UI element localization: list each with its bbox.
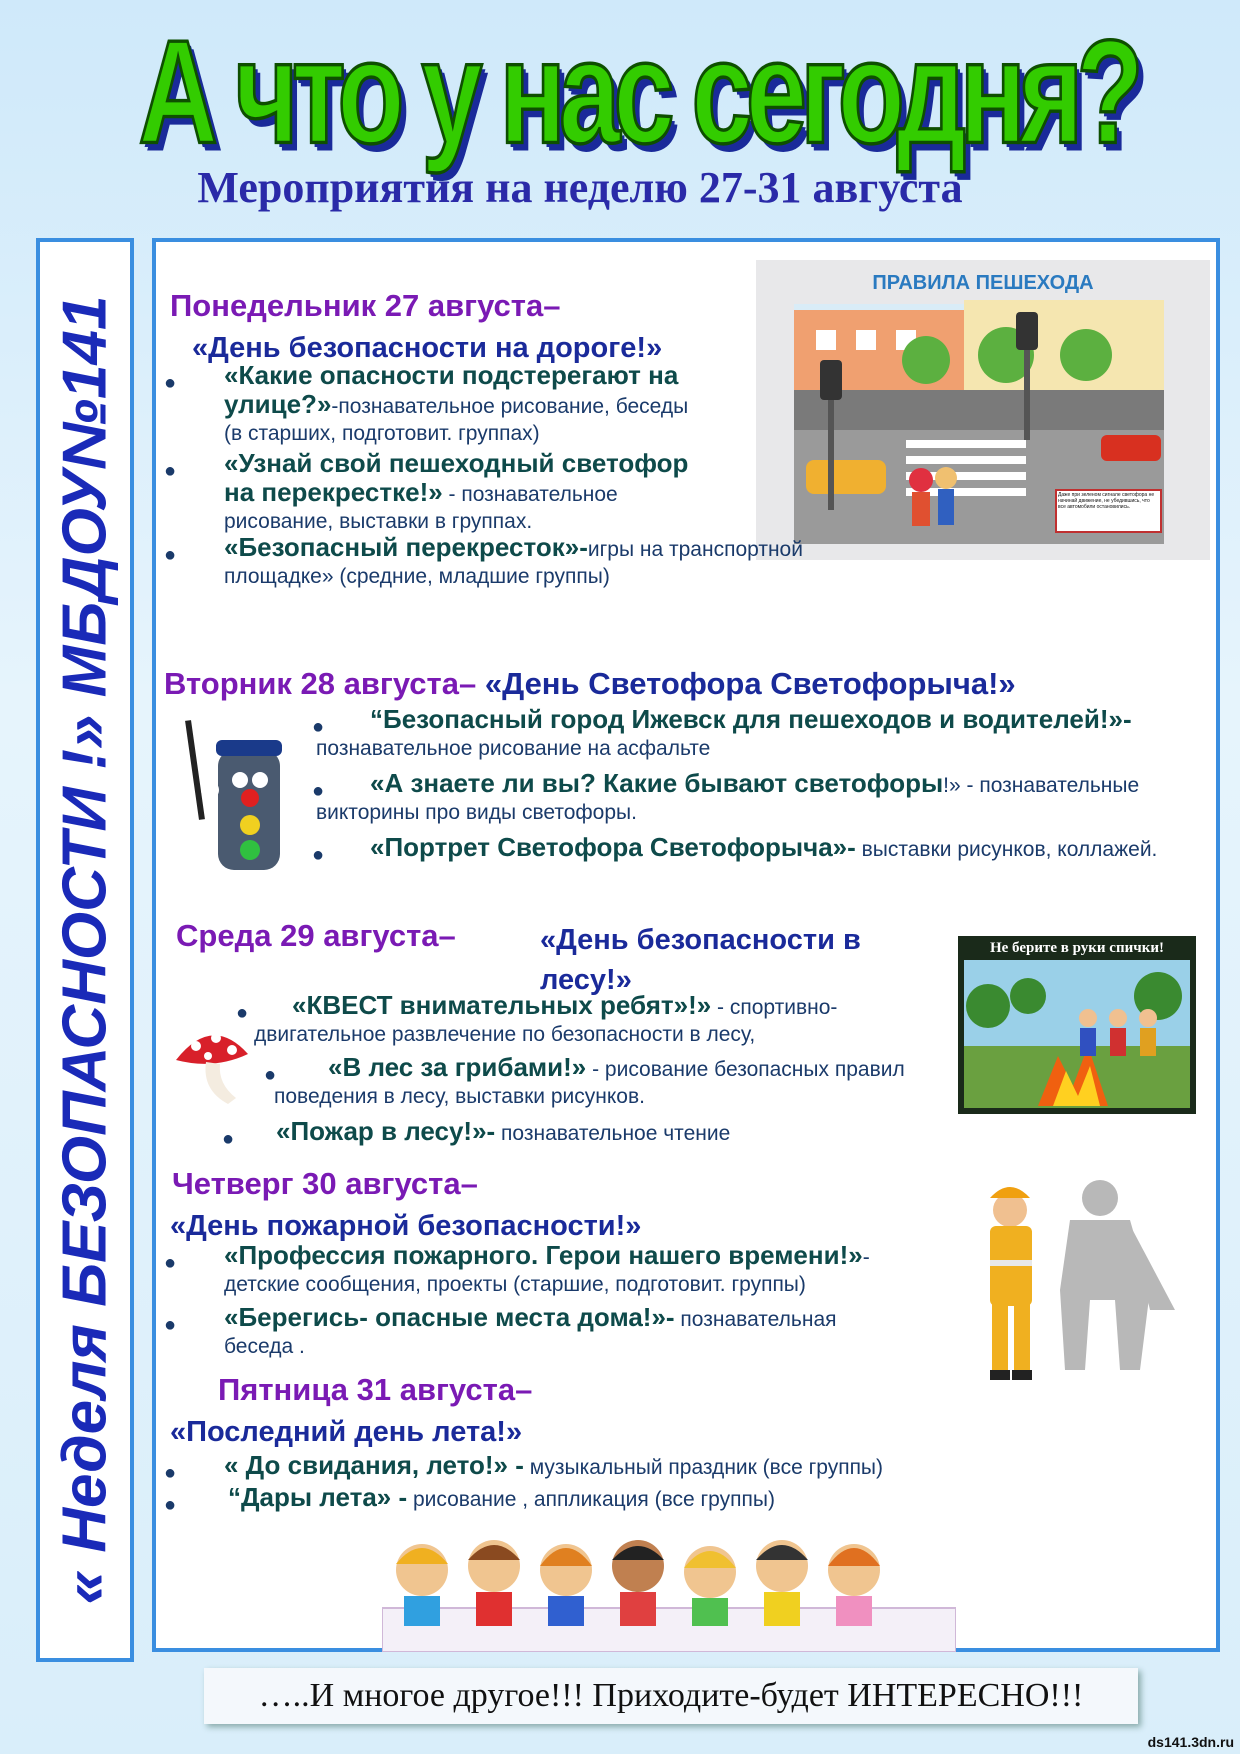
pedestrian-poster-title: ПРАВИЛА ПЕШЕХОДА: [872, 272, 1094, 294]
list-item: «А знаете ли вы? Какие бывают светофоры!» - познавательные викторины про виды светофоры.: [316, 768, 1140, 824]
bullet-tue-2: ●: [312, 780, 325, 802]
list-item: “Безопасный город Ижевск для пешеходов и водителей!»-познавательное рисование на асфальте: [316, 704, 1132, 760]
list-item: «Безопасный перекресток»-игры на транспортной площадке» (средние, младшие группы): [224, 532, 803, 588]
schedule-panel: [152, 238, 1220, 1652]
list-item: «Профессия пожарного. Герои нашего времени!»-детские сообщения, проекты (старшие, подготовит. группы): [224, 1240, 870, 1296]
bullet-tue-3: ●: [312, 844, 325, 866]
day-heading-thursday: Четверг 30 августа–: [172, 1166, 478, 1201]
firefighter-image: [950, 1170, 1180, 1400]
bullet-wed-2: ●: [264, 1064, 277, 1086]
list-item: «Портрет Светофора Светофорыча»- выставки рисунков, коллажей.: [370, 832, 1158, 862]
page-title: А что у нас сегодня?: [138, 10, 1137, 175]
bullet-mon-3: ●: [164, 544, 177, 566]
day-heading-monday-text: Понедельник 27 августа: [170, 288, 544, 323]
pedestrian-rules-image: [756, 260, 1210, 560]
footer-banner: …..И многое другое!!! Приходите-будет ИНТЕРЕСНО!!!: [204, 1668, 1138, 1724]
side-banner: [36, 238, 134, 1662]
matches-poster-title: Не берите в руки спички!: [989, 940, 1164, 956]
bullet-thu-2: ●: [164, 1314, 177, 1336]
bullet-wed-1: ●: [236, 1002, 249, 1024]
mushroom-image: [172, 1020, 252, 1110]
day-heading-monday: Понедельник 27 августа–: [170, 288, 561, 323]
bullet-mon-2: ●: [164, 460, 177, 482]
list-item: « До свидания, лето!» - музыкальный праздник (все группы): [224, 1450, 884, 1480]
list-item: «В лес за грибами!» - рисование безопасных правил поведения в лесу, выставки рисунков.: [274, 1052, 905, 1108]
day-heading-tuesday: Вторник 28 августа– «День Светофора Светофорыча!»: [164, 666, 1016, 701]
day-heading-wednesday: Среда 29 августа–: [176, 918, 456, 953]
day-theme-monday: «День безопасности на дороге!»: [192, 332, 663, 364]
bullet-wed-3: ●: [222, 1128, 235, 1150]
page-subtitle: Мероприятия на неделю 27-31 августа: [197, 163, 963, 212]
list-item: “Дары лета» - рисование , аппликация (все группы): [228, 1482, 775, 1512]
pedestrian-poster-note: Даже при зеленом сигнале светофора не начинай движение, не убедившись, что все автомобили остановились.: [1058, 492, 1155, 510]
list-item: «Берегись- опасные места дома!»- познавательная беседа .: [224, 1302, 837, 1358]
children-illustration: [382, 1530, 956, 1652]
day-theme-friday: «Последний день лета!»: [170, 1416, 523, 1448]
day-theme-thursday: «День пожарной безопасности!»: [170, 1210, 642, 1242]
traffic-light-character-image: [180, 710, 300, 890]
bullet-fri-2: ●: [164, 1494, 177, 1516]
matches-warning-image: [958, 936, 1196, 1114]
pedestrian-scene-illustration: [756, 260, 1210, 560]
side-banner-label: « Неделя БЕЗОПАСНОСТИ !» МБДОУ№141: [50, 295, 120, 1605]
list-item: «КВЕСТ внимательных ребят»!» - спортивно-двигательное развлечение по безопасности в лесу,: [254, 990, 838, 1046]
list-item: «Какие опасности подстерегают на улице?»-познавательное рисование, беседы (в старших, подготовит. группах): [224, 360, 689, 445]
list-item: «Пожар в лесу!»- познавательное чтение: [276, 1116, 731, 1146]
bullet-mon-1: ●: [164, 372, 177, 394]
day-heading-friday: Пятница 31 августа–: [218, 1372, 533, 1407]
list-item: «Узнай свой пешеходный светофор на перекрестке!» - познавательное рисование, выставки в группах.: [224, 448, 689, 533]
bullet-tue-1: ●: [312, 716, 325, 738]
site-watermark: ds141.3dn.ru: [1147, 1734, 1234, 1750]
bullet-thu-1: ●: [164, 1252, 177, 1274]
day-theme-tuesday: «День Светофора Светофорыча!»: [484, 666, 1016, 701]
bullet-fri-1: ●: [164, 1462, 177, 1484]
day-theme-wednesday: «День безопасности в лесу!»: [540, 924, 861, 996]
